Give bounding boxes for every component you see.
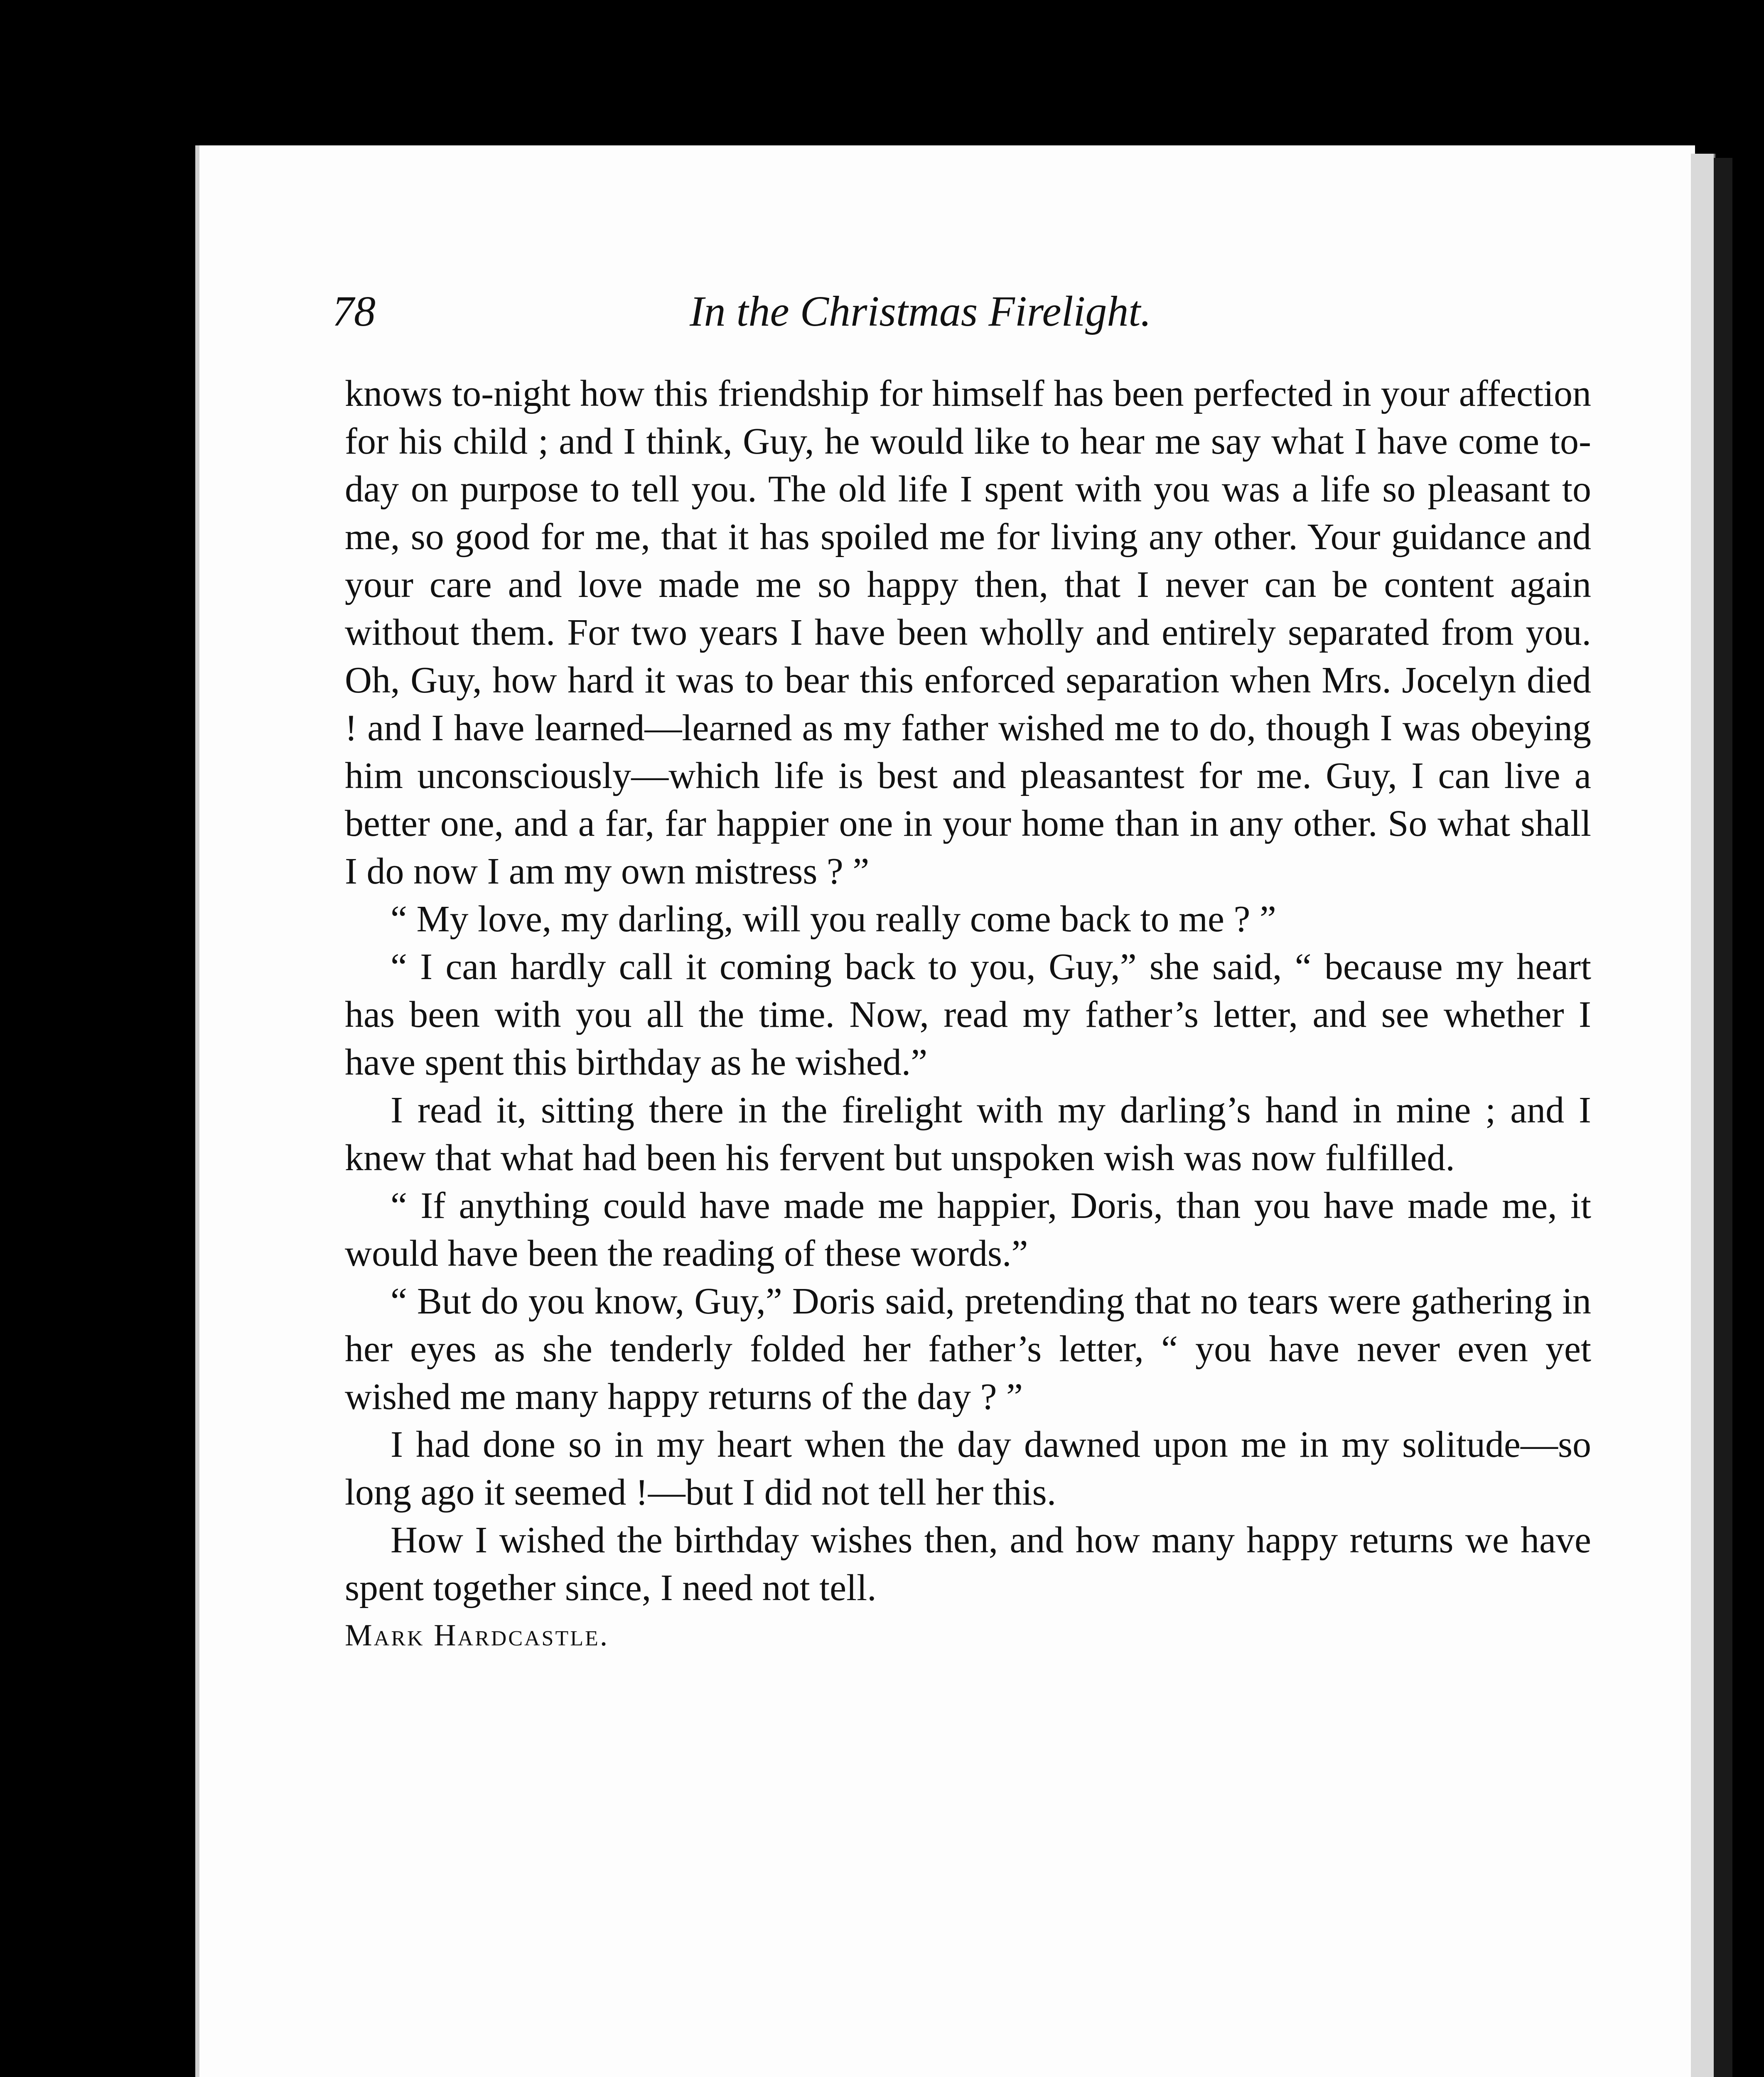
paragraph: “ My love, my darling, will you really come back to me ? ” — [391, 899, 1276, 940]
paragraph: knows to-night how this friendship for himself has been perfected in your affection for his child ; and I think, Guy, he would like to hear me say what I have come to-day on purpose to tell you. The old life I spent with you was a life so pleasant to me, so good for me, that it has spoiled me for living any other. Your guidance and your care and love made me so happy then, that I never can be content again without them. For two years I have been wholly and entirely separated from you. Oh, Guy, how hard it was to bear this enforced separation when Mrs. Jocelyn died ! and I have learned—learned as my father wished me to do, though I was obeying him unconsciously—which life is best and pleasantest for me. Guy, I can live a better one, and a far, far happier one in your home than in any other. So what shall I do now I am my own mistress ? ” — [345, 373, 1591, 892]
page-gutter-shadow — [1714, 158, 1732, 2077]
paragraph: I had done so in my heart when the day dawned upon me in my solitude—so long ago it seemed !—but I did not tell her this. — [345, 1424, 1591, 1513]
author-signature: Mark Hardcastle. — [345, 1618, 609, 1652]
paragraph: “ I can hardly call it coming back to you, Guy,” she said, “ because my heart has been with you all the time. Now, read my father’s letter, and see whether I have spent this birthday as he wished.” — [345, 946, 1591, 1083]
paragraph: How I wished the birthday wishes then, and how many happy returns we have spent together since, I need not tell. — [345, 1520, 1591, 1608]
page-number: 78 — [332, 287, 376, 335]
page-edge — [1691, 154, 1715, 2077]
body-text — [345, 370, 1591, 1660]
paragraph: “ If anything could have made me happier, Doris, than you have made me, it would have been the reading of these words.” — [345, 1185, 1591, 1274]
page-header — [332, 287, 1213, 336]
paragraph: “ But do you know, Guy,” Doris said, pretending that no tears were gathering in her eyes as she tenderly folded her father’s letter, “ you have never even yet wished me many happy returns of the day ? ” — [345, 1281, 1591, 1417]
running-title: In the Christmas Firelight. — [690, 287, 1152, 335]
paragraph: I read it, sitting there in the firelight with my darling’s hand in mine ; and I knew that what had been his fervent but unspoken wish was now fulfilled. — [345, 1090, 1591, 1178]
